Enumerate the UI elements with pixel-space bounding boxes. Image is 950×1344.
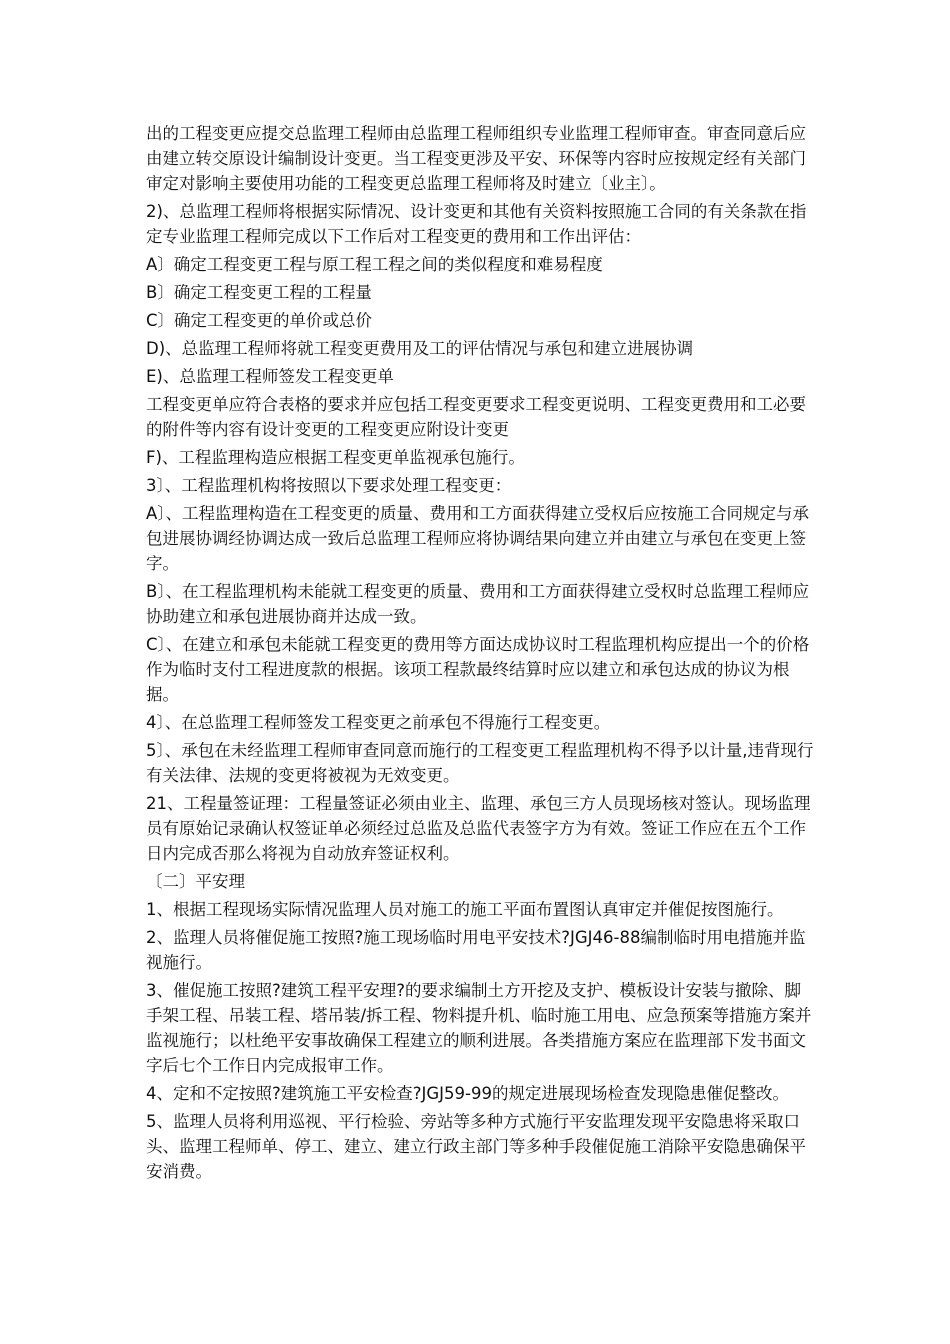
paragraph-item-21: 21、工程量签证理：工程量签证必须由业主、监理、承包三方人员现场核对签认。现场监理员有原始记录确认权签证单必须经过总监及总监代表签字方为有效。签证工作应在五个工作日内完成否那么将视为自动放弃签证权利。 [146, 794, 811, 863]
paragraph-safety-5: 5、监理人员将利用巡视、平行检验、旁站等多种方式施行平安监理发现平安隐患将采取口头、监理工程师单、停工、建立、建立行政主部门等多种手段催促施工消除平安隐患确保平安消费。 [146, 1112, 806, 1181]
paragraph-item-c: C〕确定工程变更的单价或总价 [146, 311, 373, 330]
paragraph-item-b: B〕确定工程变更工程的工程量 [146, 283, 372, 302]
paragraph-item-3: 3〕、工程监理机构将按照以下要求处理工程变更： [146, 476, 512, 495]
paragraph-item-e: E)、总监理工程师签发工程变更单 [146, 367, 394, 386]
paragraph-item-5: 5〕、承包在未经监理工程师审查同意而施行的工程变更工程监理机构不得予以计量,违背现行有关法律、法规的变更将被视为无效变更。 [146, 741, 814, 785]
paragraph-change-form: 工程变更单应符合表格的要求并应包括工程变更要求工程变更说明、工程变更费用和工必要的附件等内容有设计变更的工程变更应附设计变更 [146, 395, 806, 439]
paragraph-safety-4: 4、定和不定按照?建筑施工平安检查?JGJ59-99的规定进展现场检查发现隐患催促整改。 [146, 1084, 789, 1103]
paragraph-item-4: 4〕、在总监理工程师签发工程变更之前承包不得施行工程变更。 [146, 713, 611, 732]
paragraph-item-3c: C〕、在建立和承包未能就工程变更的费用等方面达成协议时工程监理机构应提出一个的价格作为临时支付工程进度款的根据。该项工程款最终结算时应以建立和承包达成的协议为根据。 [146, 635, 810, 704]
paragraph-item-3b: B〕、在工程监理机构未能就工程变更的质量、费用和工方面获得建立受权时总监理工程师应协助建立和承包进展协商并达成一致。 [146, 582, 810, 626]
paragraph-item-f: F)、工程监理构造应根据工程变更单监视承包施行。 [146, 448, 525, 467]
paragraph-item-2: 2)、总监理工程师将根据实际情况、设计变更和其他有关资料按照施工合同的有关条款在指定专业监理工程师完成以下工作后对工程变更的费用和工作出评估： [146, 202, 807, 246]
paragraph-item-d: D)、总监理工程师将就工程变更费用及工的评估情况与承包和建立进展协调 [146, 339, 694, 358]
paragraph-safety-3: 3、催促施工按照?建筑工程平安理?的要求编制土方开挖及支护、模板设计安装与撤除、脚手架工程、吊装工程、塔吊装/拆工程、物料提升机、临时施工用电、应急预案等措施方案并监视施行；以杜绝平安事故确保工程建立的顺利进展。各类措施方案应在监理部下发书面文字后七个工作日内完成报审工作。 [146, 981, 812, 1075]
paragraph-safety-1: 1、根据工程现场实际情况监理人员对施工的施工平面布置图认真审定并催促按图施行。 [146, 900, 784, 919]
paragraph-change-submission: 出的工程变更应提交总监理工程师由总监理工程师组织专业监理工程师审查。审查同意后应由建立转交原设计编制设计变更。当工程变更涉及平安、环保等内容时应按规定经有关部门审定对影响主要使用功能的工程变更总监理工程师将及时建立〔业主〕。 [146, 124, 806, 193]
paragraph-item-3a: A〕、工程监理构造在工程变更的质量、费用和工方面获得建立受权后应按施工合同规定与承包进展协调经协调达成一致后总监理工程师应将协调结果向建立并由建立与承包在变更上签字。 [146, 504, 810, 573]
section-heading-safety: 〔二〕平安理 [146, 872, 245, 891]
paragraph-safety-2: 2、监理人员将催促施工按照?施工现场临时用电平安技术?JGJ46-88编制临时用电措施并监视施行。 [146, 928, 806, 972]
paragraph-item-a: A〕确定工程变更工程与原工程工程之间的类似程度和难易程度 [146, 255, 603, 274]
document-body [146, 121, 816, 1187]
